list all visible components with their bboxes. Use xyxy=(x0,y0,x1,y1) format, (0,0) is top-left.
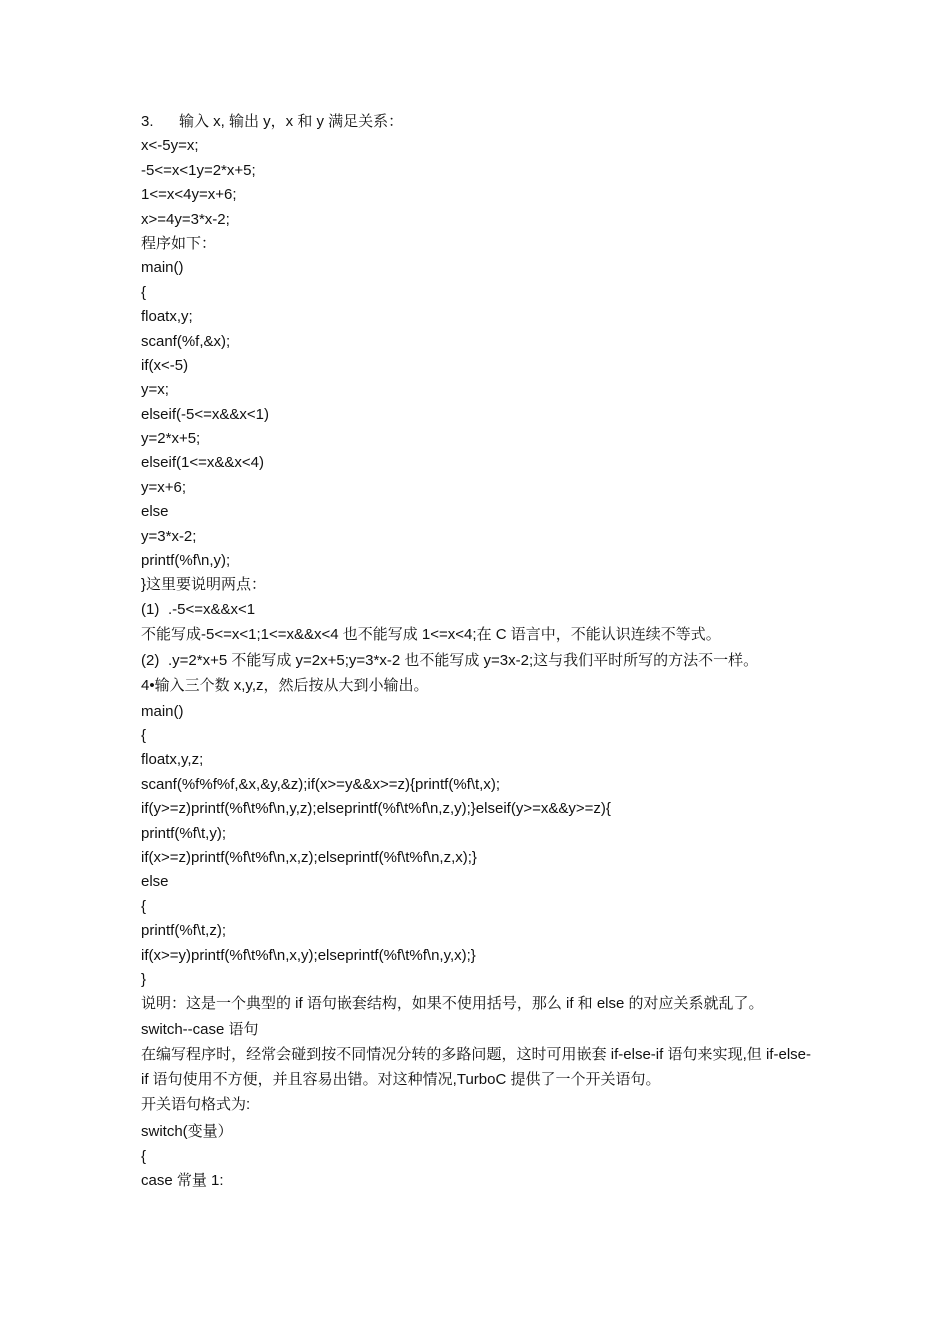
code-line: { xyxy=(141,897,147,915)
code-line: else xyxy=(141,503,169,521)
code-line: if(y>=z)printf(%f\t%f\n,y,z);elseprintf(%f\t%f\n,z,y);}elseif(y>=x&&y>=z){ xyxy=(141,800,611,818)
item-number: 3. xyxy=(141,113,154,130)
code-line: -5<=x<1y=2*x+5; xyxy=(141,161,256,179)
text-line: 程序如下： xyxy=(141,234,217,252)
code-line: floatx,y,z; xyxy=(141,751,204,769)
code-line: elseif(-5<=x&&x<1) xyxy=(141,405,269,423)
code-line: else xyxy=(141,873,169,891)
code-line: scanf(%f,&x); xyxy=(141,332,231,350)
code-line: { xyxy=(141,726,147,744)
item-text: .-5<=x&&x<1 xyxy=(168,600,256,618)
code-line: printf(%f\t,y); xyxy=(141,824,227,842)
item-number: (1) xyxy=(141,600,160,618)
code-line: elseif(1<=x&&x<4) xyxy=(141,454,264,472)
text-line: 开关语句格式为: xyxy=(141,1096,251,1113)
paragraph: 在编写程序时，经常会碰到按不同情况分转的多路问题，这时可用嵌套 if-else-if 语句来实现,但 if-else-if 语句使用不方便，并且容易出错。对这种情况,TurboC 提供了一个开关语句。 xyxy=(141,1046,811,1088)
list-item xyxy=(141,649,811,673)
code-line: main() xyxy=(141,259,184,277)
code-line: x>=4y=3*x-2; xyxy=(141,210,230,228)
code-line: { xyxy=(141,1148,147,1165)
code-line: if(x<-5) xyxy=(141,356,189,374)
code-line: } xyxy=(141,970,147,988)
code-line: y=2*x+5; xyxy=(141,430,201,448)
paragraph: 说明：这是一个典型的 if 语句嵌套结构，如果不使用括号，那么 if 和 else 的对应关系就乱了。 xyxy=(141,995,764,1013)
list-item xyxy=(141,598,811,622)
code-line: y=x; xyxy=(141,381,169,399)
code-line: main() xyxy=(141,702,184,720)
code-line: y=x+6; xyxy=(141,478,187,496)
code-line: case 常量 1: xyxy=(141,1172,224,1190)
item-text: 输入 x, 输出 y，x 和 y 满足关系： xyxy=(179,113,404,130)
text-line: 4•输入三个数 x,y,z，然后按从大到小输出。 xyxy=(141,677,429,695)
code-line: switch(变量） xyxy=(141,1122,233,1140)
item-number: (2) xyxy=(141,651,160,669)
list-item xyxy=(141,110,811,134)
code-line: y=3*x-2; xyxy=(141,527,197,545)
code-line: printf(%f\t,z); xyxy=(141,922,227,940)
document-body xyxy=(141,110,811,1194)
code-line: { xyxy=(141,283,147,301)
code-line: if(x>=y)printf(%f\t%f\n,x,y);elseprintf(%f\t%f\n,y,x);} xyxy=(141,946,476,964)
code-line: x<-5y=x; xyxy=(141,137,199,155)
code-line: if(x>=z)printf(%f\t%f\n,x,z);elseprintf(%f\t%f\n,z,x);} xyxy=(141,848,477,866)
section-heading: switch--case 语句 xyxy=(141,1020,259,1038)
code-line: floatx,y; xyxy=(141,308,193,326)
code-line: printf(%f\n,y); xyxy=(141,552,231,570)
code-line: 1<=x<4y=x+6; xyxy=(141,186,237,204)
text-line: 不能写成-5<=x<1;1<=x&&x<4 也不能写成 1<=x<4;在 C 语言中，不能认识连续不等式。 xyxy=(141,626,721,644)
code-line: scanf(%f%f%f,&x,&y,&z);if(x>=y&&x>=z){printf(%f\t,x); xyxy=(141,775,500,793)
text-line: }这里要说明两点： xyxy=(141,576,267,594)
item-text: .y=2*x+5 不能写成 y=2x+5;y=3*x-2 也不能写成 y=3x-2;这与我们平时所写的方法不一样。 xyxy=(168,651,759,669)
